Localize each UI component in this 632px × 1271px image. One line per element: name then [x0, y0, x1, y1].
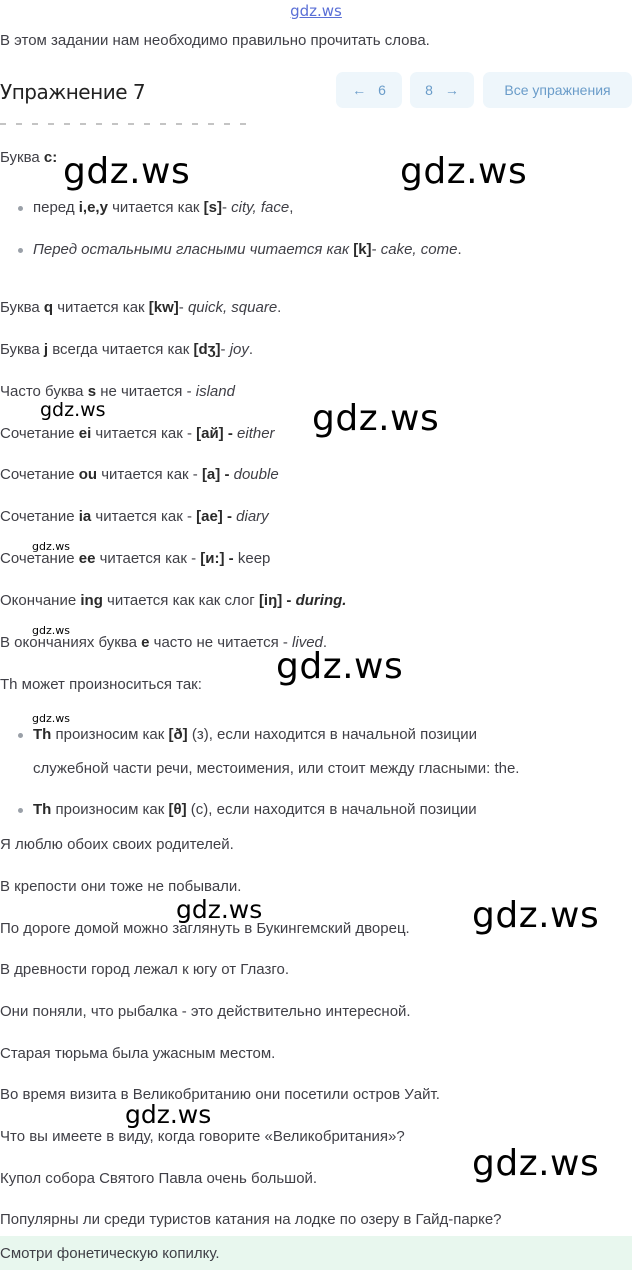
watermark: gdz.ws	[125, 1100, 212, 1129]
translation-sentence: Что вы имеете в виду, когда говорите «Великобритания»?	[0, 1128, 405, 1145]
letter-c-rule-1: перед i,e,y читается как [s]- city, face,	[33, 199, 294, 216]
exercise-title: Упражнение 7	[0, 80, 146, 104]
site-logo-link[interactable]: gdz.ws	[290, 2, 342, 20]
rule-line: Сочетание ei читается как - [ай] - either	[0, 425, 275, 442]
rule-line: Часто буква s не читается - island	[0, 383, 235, 400]
rule-line: Сочетание ee читается как - [и:] - keep	[0, 550, 271, 567]
translation-sentence: В крепости они тоже не побывали.	[0, 878, 242, 895]
clipped-text-line	[0, 120, 300, 126]
rule-line: Буква j всегда читается как [dʒ]- joy.	[0, 341, 254, 358]
watermark: gdz.ws	[63, 151, 191, 192]
watermark: gdz.ws	[176, 895, 263, 924]
watermark: gdz.ws	[472, 895, 600, 936]
th-rule-1: Th произносим как [ð] (з), если находится в начальной позиции	[33, 726, 478, 743]
arrow-left-icon: ←	[352, 82, 367, 98]
prev-exercise-label: 6	[378, 82, 386, 98]
th-rule-2: Th произносим как [θ] (с), если находится в начальной позиции	[33, 801, 477, 818]
letter-c-heading: Буква c:	[0, 149, 58, 166]
translation-sentence: Старая тюрьма была ужасным местом.	[0, 1045, 276, 1062]
watermark: gdz.ws	[32, 540, 70, 553]
watermark: gdz.ws	[400, 151, 528, 192]
exercise-header	[0, 70, 632, 112]
bullet-dot	[18, 733, 23, 738]
phonetic-note-text: Смотри фонетическую копилку.	[0, 1244, 220, 1262]
translation-sentence: Купол собора Святого Павла очень большой.	[0, 1170, 318, 1187]
th-rule-1-cont: служебной части речи, местоимения, или стоит между гласными: the.	[33, 760, 520, 777]
watermark: gdz.ws	[312, 398, 440, 439]
rule-line: В окончаниях буква e часто не читается - lived.	[0, 634, 328, 651]
next-exercise-label: 8	[425, 82, 433, 98]
watermark: gdz.ws	[472, 1143, 600, 1184]
letter-c-rule-2: Перед остальными гласными читается как [k]- cake, come.	[33, 241, 462, 258]
watermark: gdz.ws	[32, 624, 70, 637]
translation-sentence: Во время визита в Великобританию они посетили остров Уайт.	[0, 1086, 440, 1103]
watermark: gdz.ws	[40, 399, 106, 421]
bullet-dot	[18, 808, 23, 813]
bullet-dot	[18, 206, 23, 211]
translation-sentence: Я люблю обоих своих родителей.	[0, 836, 234, 853]
translation-sentence: В древности город лежал к югу от Глазго.	[0, 961, 290, 978]
rule-line: Сочетание ou читается как - [а] - double	[0, 466, 279, 483]
phonetic-note-box	[0, 1236, 632, 1270]
translation-sentence: Они поняли, что рыбалка - это действительно интересной.	[0, 1003, 411, 1020]
watermark: gdz.ws	[32, 712, 70, 725]
next-exercise-button[interactable]	[410, 72, 474, 108]
bullet-dot	[18, 248, 23, 253]
all-exercises-button[interactable]: Все упражнения	[483, 72, 632, 108]
watermark: gdz.ws	[276, 646, 404, 687]
intro-text: В этом задании нам необходимо правильно прочитать слова.	[0, 32, 430, 49]
arrow-right-icon: →	[444, 82, 459, 98]
translation-sentence: Популярны ли среди туристов катания на лодке по озеру в Гайд-парке?	[0, 1211, 502, 1228]
prev-exercise-button[interactable]	[336, 72, 402, 108]
rule-line: Буква q читается как [kw]- quick, square.	[0, 299, 282, 316]
th-intro: Th может произноситься так:	[0, 676, 202, 693]
rule-line: Сочетание ia читается как - [ае] - diary	[0, 508, 269, 525]
rule-line: Окончание ing читается как как слог [iŋ] - during.	[0, 592, 347, 609]
translation-sentence: По дороге домой можно заглянуть в Букингемский дворец.	[0, 920, 410, 937]
